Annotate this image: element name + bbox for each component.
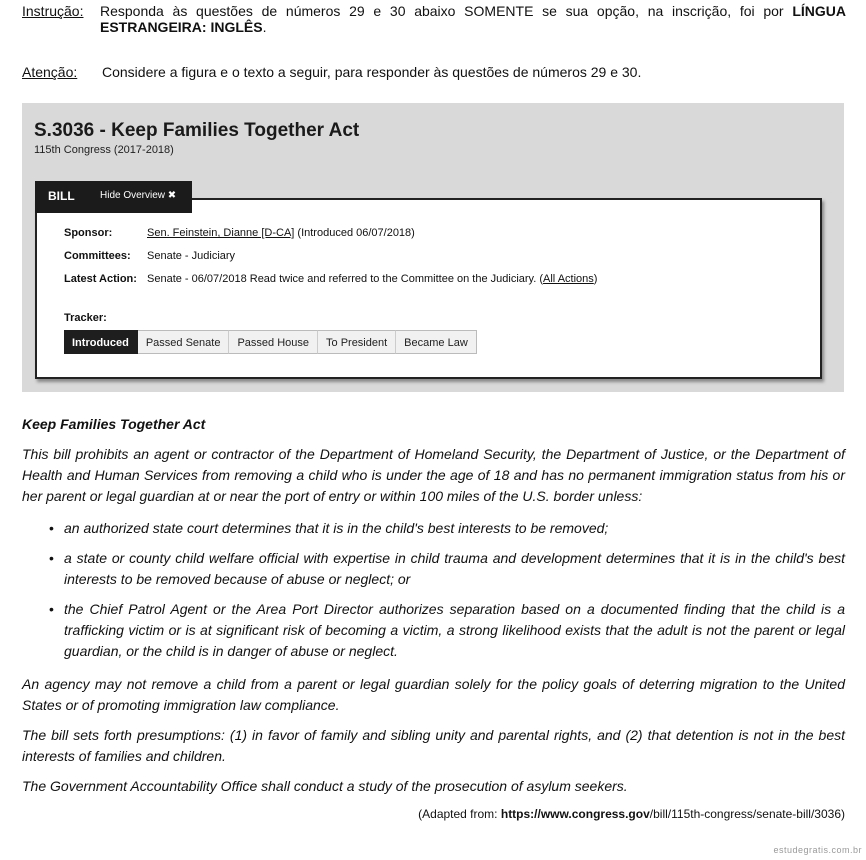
committees-value: Senate - Judiciary: [147, 250, 236, 262]
instruction-text: [100, 3, 846, 35]
source-prefix: (Adapted from:: [418, 807, 501, 821]
bullet-text: an authorized state court determines that it is in the child's best interests to be removed;: [64, 520, 609, 536]
instruction-text-main: Responda às questões de números 29 e 30 abaixo SOMENTE se sua opção, na inscrição, foi por: [100, 3, 793, 19]
bill-tab-bar: [35, 181, 192, 213]
bullet-item: [22, 518, 845, 539]
latest-action-end: ): [593, 273, 598, 285]
tracker-step-to-president: To President: [318, 330, 396, 354]
watermark: estudegratis.com.br: [773, 845, 862, 855]
latest-action-value: [147, 273, 597, 285]
bullet-text: the Chief Patrol Agent or the Area Port Director authorizes separation based on a documented finding that the child is a trafficking victim or is at significant risk of becoming a victim, a strong likelihood exists that the adult is not the parent or legal guardian, or the child is in danger of abuse or neglect.: [64, 601, 845, 659]
bullet-item: [22, 599, 845, 662]
attention-label: Atenção:: [22, 64, 78, 80]
instruction-label: Instrução:: [22, 3, 84, 19]
hide-overview-button[interactable]: Hide Overview ✖: [100, 190, 177, 201]
latest-action-label: Latest Action:: [64, 273, 137, 285]
instruction-text-bold: LÍNGUA ESTRANGEIRA: INGLÊS: [100, 3, 846, 35]
tracker-step-introduced: Introduced: [64, 330, 138, 354]
bill-title: S.3036 - Keep Families Together Act: [34, 120, 360, 141]
doc-title: Keep Families Together Act: [22, 416, 206, 432]
bill-tab[interactable]: BILL: [48, 189, 75, 203]
tracker-step-passed-senate: Passed Senate: [138, 330, 230, 354]
source-url[interactable]: https://www.congress.gov: [500, 807, 650, 821]
sponsor-label: Sponsor:: [64, 227, 113, 239]
committees-label: Committees:: [64, 250, 131, 262]
paragraph-4: The Government Accountability Office shall conduct a study of the prosecution of asylum seekers.: [22, 778, 628, 794]
paragraph-3: The bill sets forth presumptions: (1) in favor of family and sibling unity and parental rights, and (2) that detention is not in the best interests of families and children.: [22, 727, 845, 764]
bill-congress: 115th Congress (2017-2018): [34, 144, 174, 156]
sponsor-value: [147, 227, 415, 239]
tracker-step-passed-house: Passed House: [229, 330, 318, 354]
tracker-step-became-law: Became Law: [396, 330, 477, 354]
bill-figure: [22, 103, 844, 392]
all-actions-link[interactable]: All Actions: [543, 273, 594, 285]
overview-panel: [35, 198, 822, 379]
instruction-text-end: .: [262, 19, 267, 35]
latest-action-text: Senate - 06/07/2018 Read twice and referred to the Committee on the Judiciary. (: [147, 273, 544, 285]
bullet-text: a state or county child welfare official with expertise in child trauma and development determines that it is in the child's best interests to be removed because of abuse or neglect; or: [64, 550, 845, 587]
bullet-item: [22, 548, 845, 590]
sponsor-introduced: (Introduced 06/07/2018): [294, 227, 415, 239]
paragraph-2: An agency may not remove a child from a parent or legal guardian solely for the policy goals of deterring migration to the United States or of promoting immigration law compliance.: [22, 676, 845, 713]
tracker: [64, 330, 477, 354]
source-path: /bill/115th-congress/senate-bill/3036): [649, 807, 845, 821]
bullet-icon: •: [49, 520, 54, 536]
attention-text: Considere a figura e o texto a seguir, para responder às questões de números 29 e 30.: [102, 64, 642, 80]
bullet-icon: •: [49, 601, 54, 617]
tracker-label: Tracker:: [64, 312, 107, 324]
sponsor-link[interactable]: Sen. Feinstein, Dianne [D-CA]: [147, 227, 295, 239]
paragraph-1: This bill prohibits an agent or contractor of the Department of Homeland Security, the Department of Justice, or the Department of Health and Human Services from removing a child who is under the age of 18 and has no permanent immigration status from his or her parent or legal guardian at or near the port of entry or within 100 miles of the U.S. border unless:: [22, 446, 845, 504]
source-citation: [418, 807, 845, 821]
bullet-icon: •: [49, 550, 54, 566]
